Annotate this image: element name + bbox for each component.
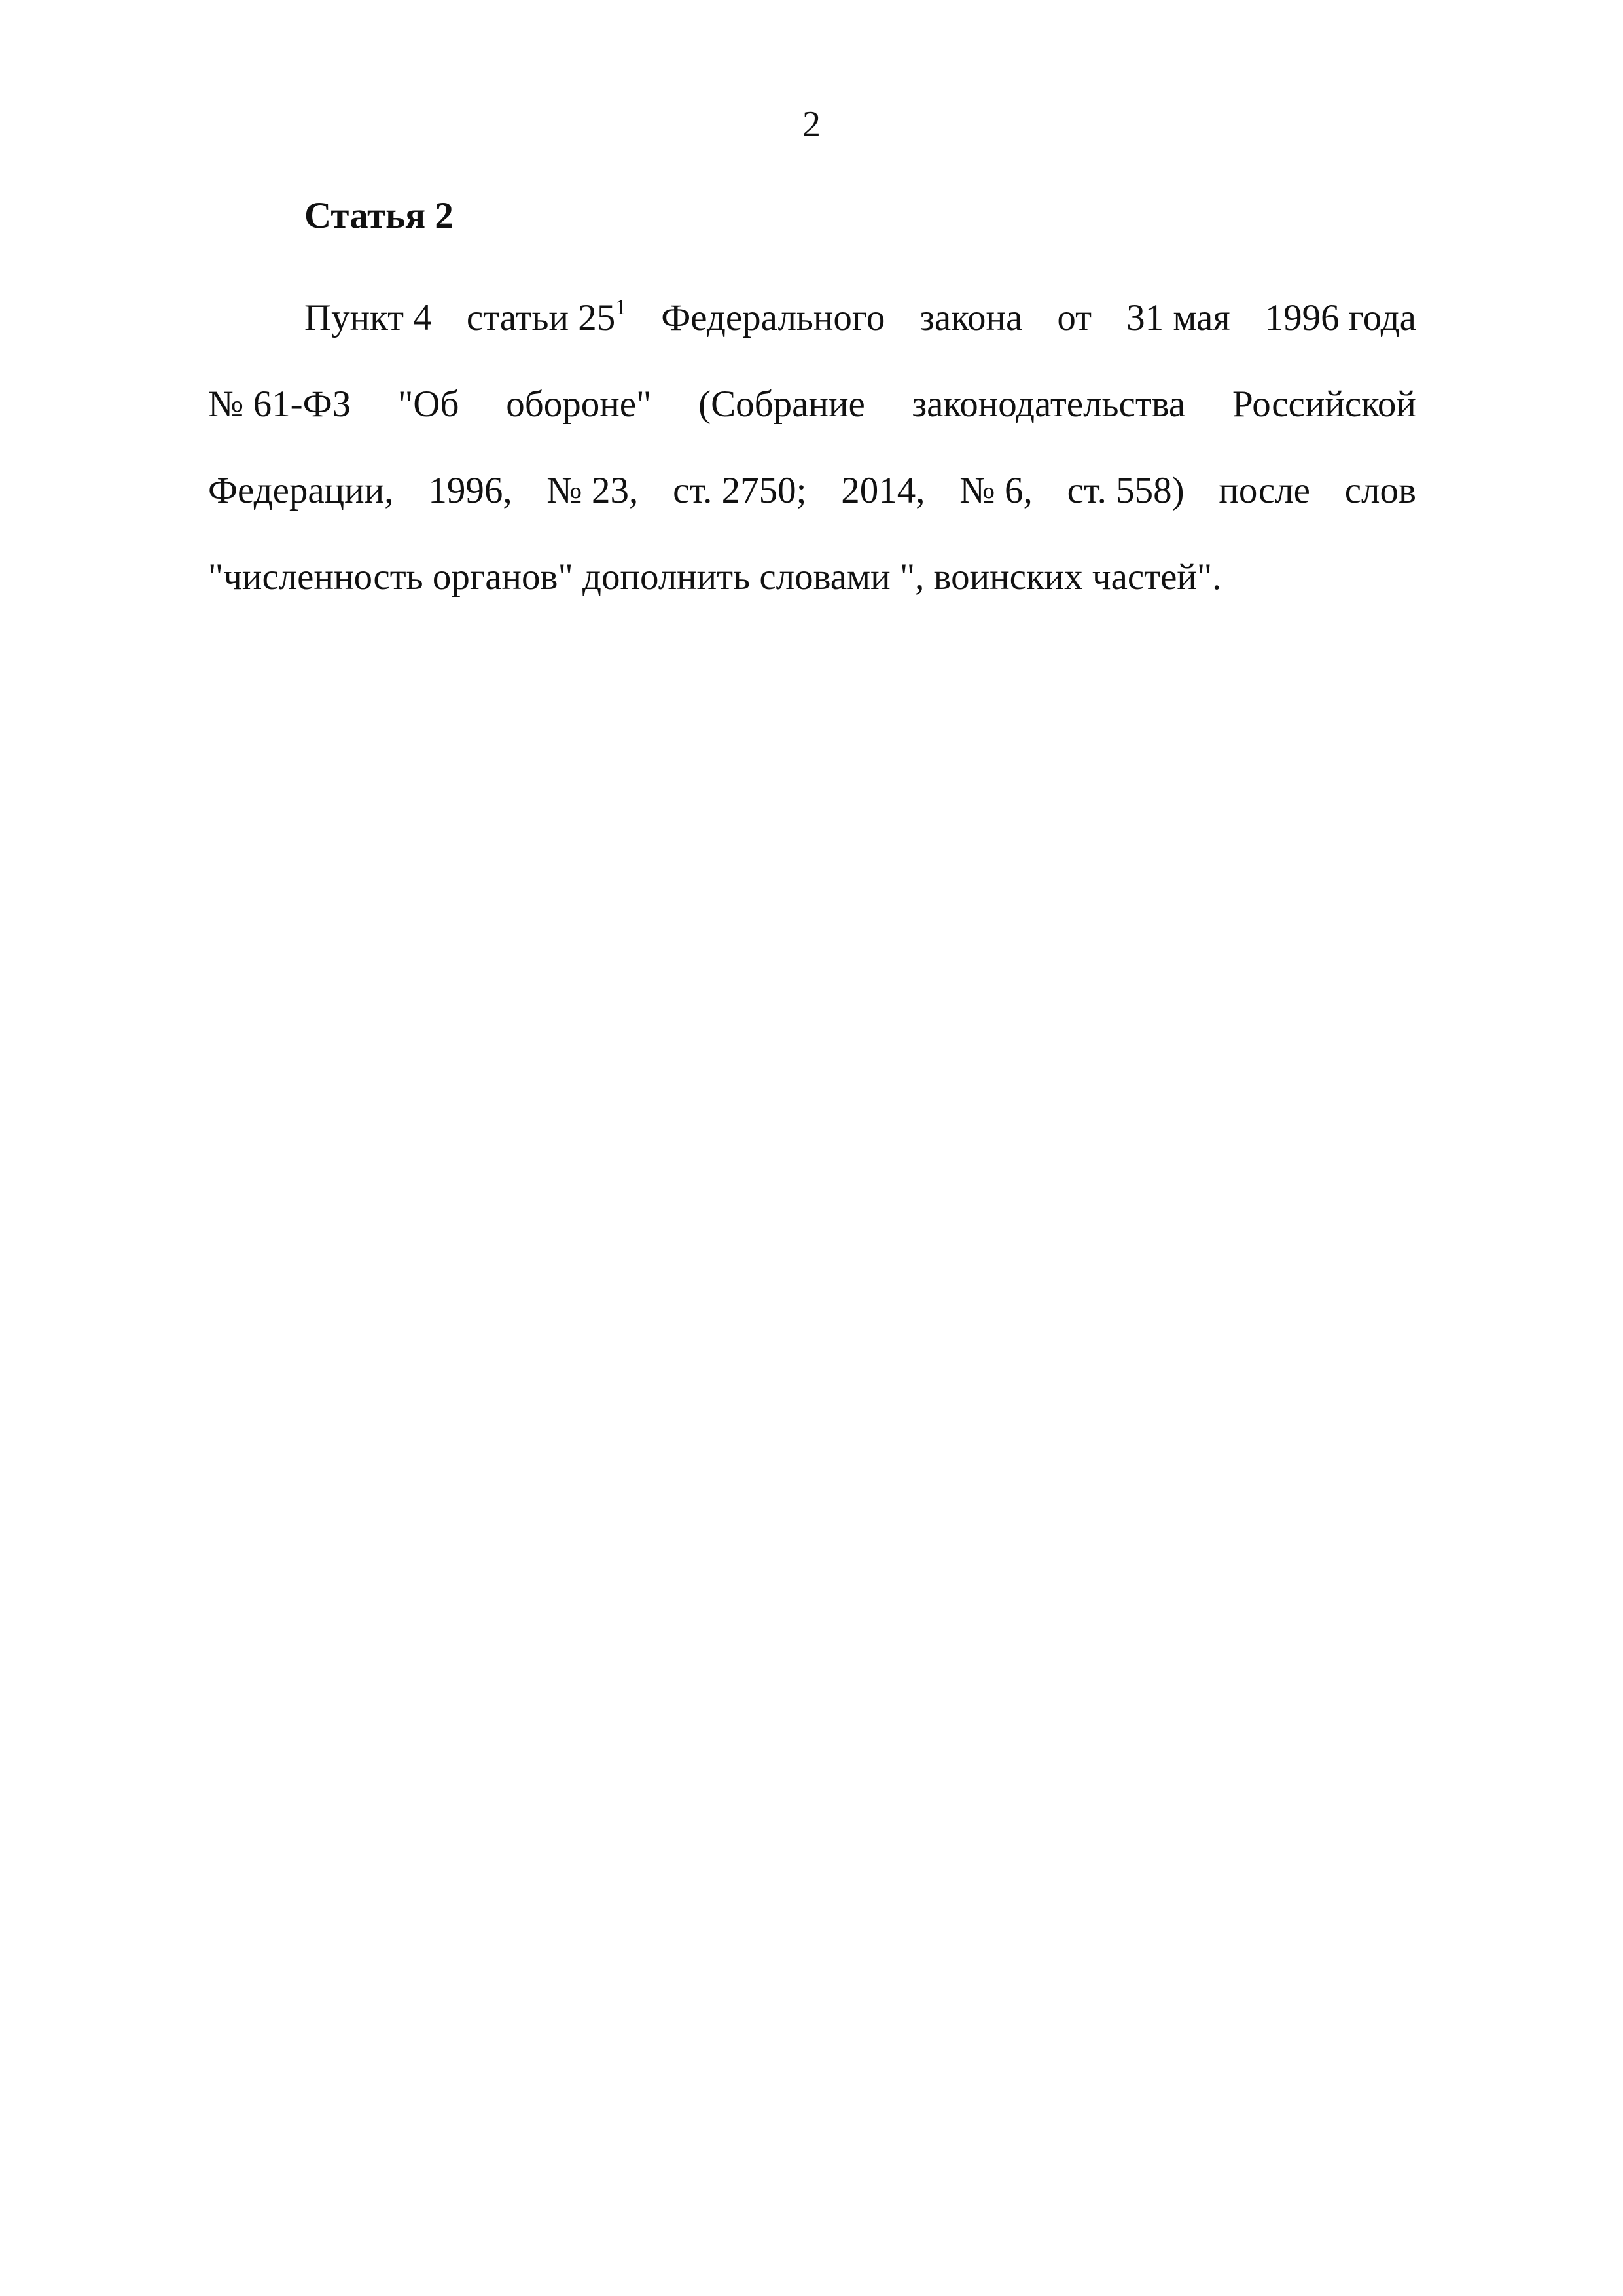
word: Пункт 4 — [304, 297, 432, 338]
word: ст. 2750; — [673, 470, 807, 511]
word: 1996, — [428, 470, 512, 511]
word: Федерального — [661, 297, 885, 338]
word: Федерации, — [208, 470, 394, 511]
word: Российской — [1232, 384, 1416, 425]
word: 1996 года — [1264, 297, 1416, 338]
word: № 6, — [959, 470, 1033, 511]
superscript: 1 — [615, 295, 627, 319]
word: № 61-ФЗ — [208, 384, 351, 425]
word: после — [1219, 470, 1310, 511]
article-heading: Статья 2 — [304, 195, 454, 236]
article-body — [208, 275, 1416, 620]
word: (Собрание — [698, 384, 865, 425]
page-number: 2 — [802, 104, 821, 145]
text-line-2 — [208, 361, 1416, 448]
word-with-superscript — [467, 275, 626, 361]
text-line-1 — [208, 275, 1416, 361]
word: статьи 25 — [466, 297, 616, 338]
word: "Об — [398, 384, 459, 425]
line-text: "численность органов" дополнить словами ", воинских частей". — [208, 556, 1222, 598]
word: обороне" — [506, 384, 652, 425]
word: законодательства — [912, 384, 1186, 425]
text-line-4 — [208, 534, 1416, 620]
word: 31 мая — [1126, 297, 1230, 338]
word: ст. 558) — [1067, 470, 1185, 511]
word: слов — [1344, 470, 1416, 511]
word: закона — [919, 297, 1023, 338]
word: от — [1057, 297, 1092, 338]
text-line-3 — [208, 448, 1416, 534]
word: № 23, — [546, 470, 639, 511]
word: 2014, — [841, 470, 925, 511]
